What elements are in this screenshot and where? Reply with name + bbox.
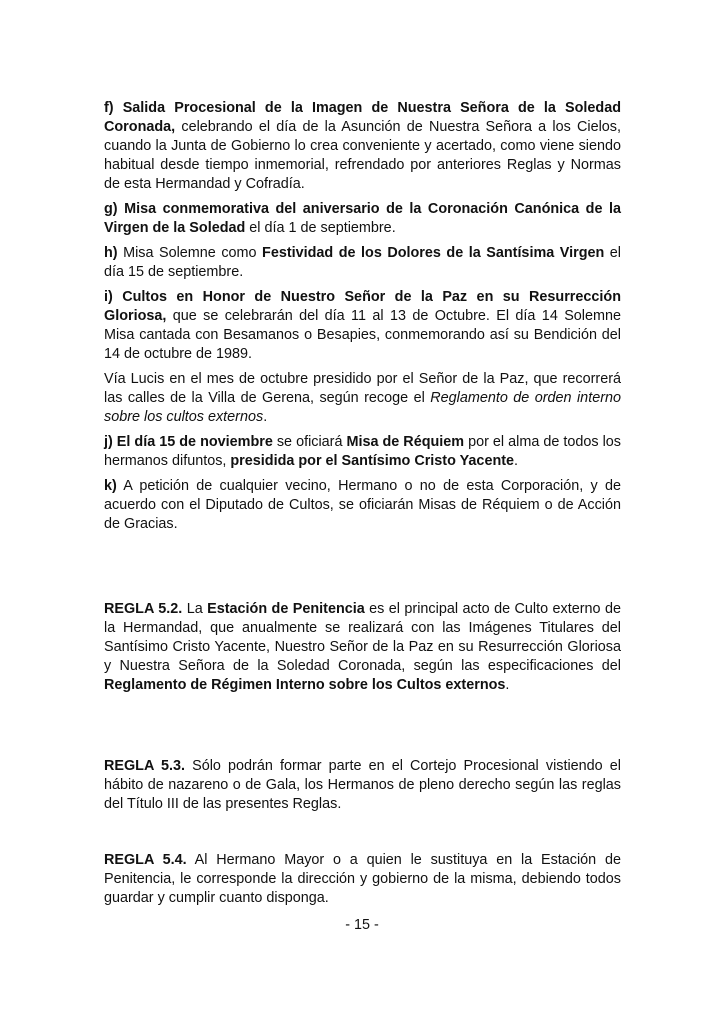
bold-run: REGLA 5.3. xyxy=(104,758,185,774)
bold-run: Estación de Penitencia xyxy=(207,601,365,617)
paragraph-f xyxy=(104,99,621,194)
italic-run: Reglamento de orden interno sobre los cultos externos xyxy=(104,390,621,425)
bold-run: g) Misa conmemorativa del aniversario de la Coronación Canónica de la Virgen de la Soledad xyxy=(104,201,621,236)
bold-run: i) Cultos en Honor de Nuestro Señor de la Paz en su Resurrección Gloriosa, xyxy=(104,289,621,324)
text-run: por el alma de todos los hermanos difuntos, xyxy=(104,434,621,469)
paragraph-g xyxy=(104,200,621,238)
bold-run: REGLA 5.4. xyxy=(104,852,187,868)
text-run: La xyxy=(182,601,208,617)
regla-5-4 xyxy=(104,851,621,908)
paragraph-h xyxy=(104,244,621,282)
bold-run: Misa de Réquiem xyxy=(346,434,465,450)
text-run: . xyxy=(263,409,268,425)
text-run: . xyxy=(505,677,510,693)
bold-run: Reglamento de Régimen Interno sobre los Cultos externos xyxy=(104,677,506,693)
text-run: Misa Solemne como xyxy=(117,245,263,261)
section-spacer xyxy=(104,701,621,757)
text-run: A petición de cualquier vecino, Hermano o no de esta Corporación, y de acuerdo con el Diputado de Cultos, se oficiarán Misas de Réquiem o de Acción de Gracias. xyxy=(104,478,621,532)
text-run: . xyxy=(514,453,519,469)
regla-5-2 xyxy=(104,600,621,695)
paragraph-i xyxy=(104,288,621,364)
bold-run: REGLA 5.2. xyxy=(104,601,183,617)
bold-run: j) El día 15 de noviembre xyxy=(104,434,273,450)
bold-run: k) xyxy=(104,478,117,494)
paragraph-j xyxy=(104,433,621,471)
document-page xyxy=(104,99,621,914)
section-spacer xyxy=(104,820,621,851)
paragraph-via-lucis xyxy=(104,370,621,427)
regla-5-3 xyxy=(104,757,621,814)
text-run: el día 15 de septiembre. xyxy=(104,245,621,280)
bold-run: Festividad de los Dolores de la Santísima Virgen xyxy=(262,245,605,261)
bold-run: presidida por el Santísimo Cristo Yacente xyxy=(230,453,515,469)
page-number: - 15 - xyxy=(345,917,379,933)
bold-run: f) Salida Procesional de la Imagen de Nuestra Señora de la Soledad Coronada, xyxy=(104,100,621,135)
text-run: Vía Lucis en el mes de octubre presidido por el Señor de la Paz, que recorrerá las calles de la Villa de Gerena, según recoge el xyxy=(104,371,621,406)
section-spacer xyxy=(104,540,621,600)
text-run: que se celebrarán del día 11 al 13 de Octubre. El día 14 Solemne Misa cantada con Besamanos o Besapies, conmemorando así su Bendición del 14 de octubre de 1989. xyxy=(104,308,621,362)
paragraph-k xyxy=(104,477,621,534)
text-run: se oficiará xyxy=(272,434,347,450)
text-run: es el principal acto de Culto externo de la Hermandad, que anualmente se realizará con las Imágenes Titulares del Santísimo Cristo Yacente, Nuestro Señor de la Paz en su Resurrección Gloriosa y Nuestra Señora de la Soledad Coronada, según las especificaciones del xyxy=(104,601,621,674)
text-run: el día 1 de septiembre. xyxy=(245,220,396,236)
text-run: Sólo podrán formar parte en el Cortejo Procesional vistiendo el hábito de nazareno o de Gala, los Hermanos de pleno derecho según las reglas del Título III de las presentes Reglas. xyxy=(104,758,621,812)
text-run: Al Hermano Mayor o a quien le sustituya en la Estación de Penitencia, le corresponde la dirección y gobierno de la misma, debiendo todos guardar y cumplir cuanto disponga. xyxy=(104,852,621,906)
text-run: celebrando el día de la Asunción de Nuestra Señora a los Cielos, cuando la Junta de Gobierno lo crea conveniente y acertado, como viene siendo habitual desde tiempo inmemorial, refrendado por anteriores Reglas y Normas de esta Hermandad y Cofradía. xyxy=(104,119,621,192)
bold-run: h) xyxy=(104,245,118,261)
